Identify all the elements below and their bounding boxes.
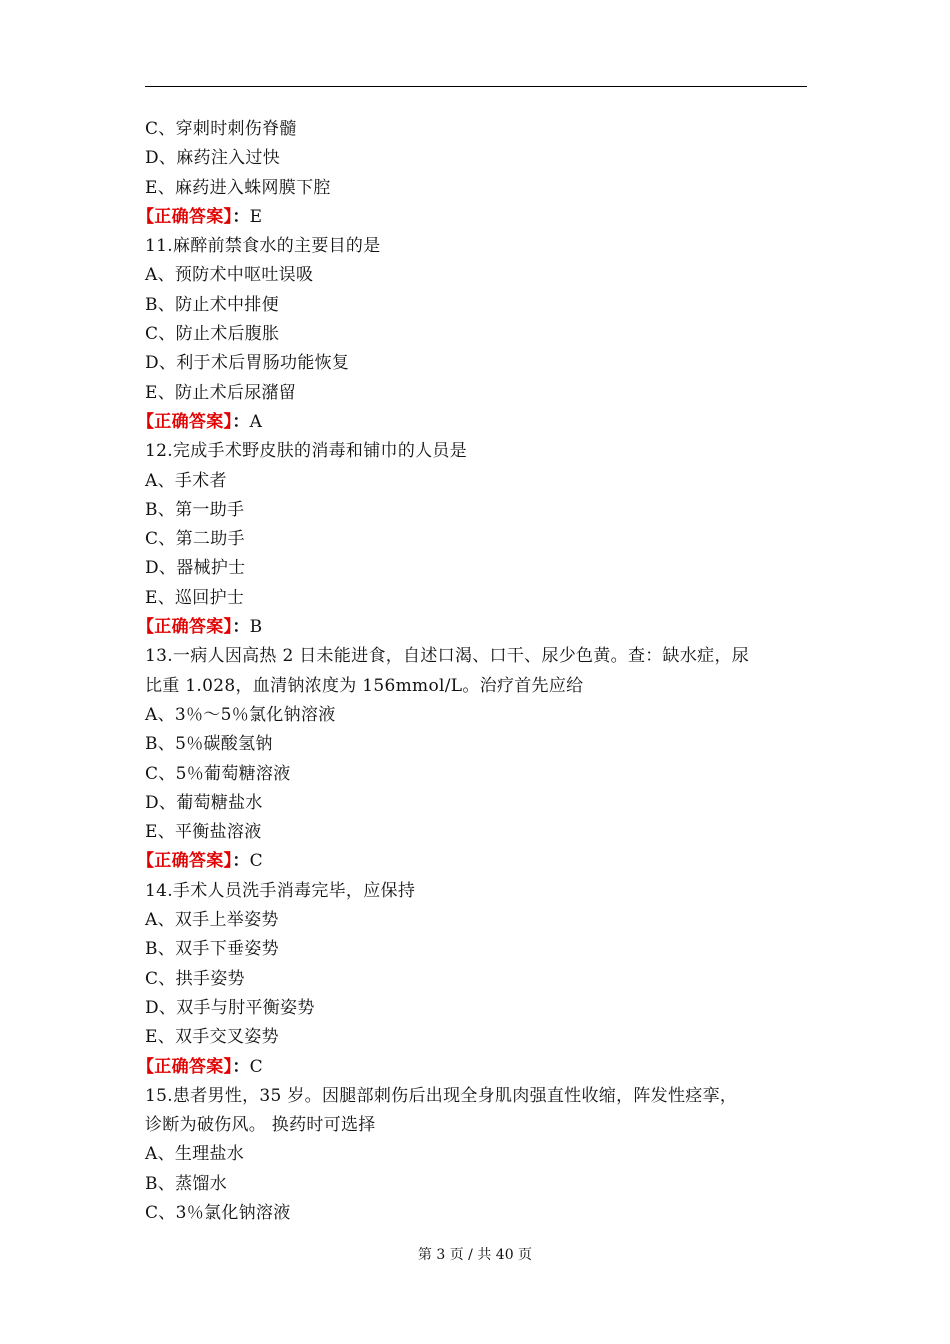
correct-answer-line xyxy=(137,613,810,642)
answer-colon: ： xyxy=(232,1056,250,1077)
answer-option: D、麻药注入过快 xyxy=(145,148,281,169)
question-text: 比重 1.028，血清钠浓度为 156mmol/L。治疗首先应给 xyxy=(145,675,584,696)
answer-option: A、预防术中呕吐误吸 xyxy=(145,265,314,286)
answer-option: B、第一助手 xyxy=(145,499,245,520)
answer-option: C、第二助手 xyxy=(145,529,245,550)
question-text: 12.完成手术野皮肤的消毒和铺巾的人员是 xyxy=(145,441,468,462)
correct-answer-value: E xyxy=(249,206,263,227)
answer-option: C、拱手姿势 xyxy=(145,968,245,989)
answer-option: E、双手交叉姿势 xyxy=(145,1027,279,1048)
correct-answer-label: 【正确答案】 xyxy=(137,617,233,638)
answer-option: D、双手与肘平衡姿势 xyxy=(145,997,315,1018)
answer-option: E、防止术后尿潴留 xyxy=(145,382,297,403)
answer-colon: ： xyxy=(232,411,250,432)
answer-option: D、利于术后胃肠功能恢复 xyxy=(145,353,350,374)
document-body xyxy=(137,115,810,1228)
correct-answer-value: A xyxy=(249,411,263,432)
question-text: 14.手术人员洗手消毒完毕，应保持 xyxy=(145,880,416,901)
answer-option: B、双手下垂姿势 xyxy=(145,939,279,960)
answer-colon: ： xyxy=(232,851,250,872)
answer-option: B、5％碳酸氢钠 xyxy=(145,734,273,755)
answer-colon: ： xyxy=(232,206,250,227)
answer-option: A、生理盐水 xyxy=(145,1144,245,1165)
page-footer: 第 3 页 / 共 40 页 xyxy=(417,1247,533,1263)
answer-colon: ： xyxy=(232,617,250,638)
answer-option: A、3％～5％氯化钠溶液 xyxy=(145,704,336,725)
question-text: 15.患者男性，35 岁。因腿部刺伤后出现全身肌肉强直性收缩，阵发性痉挛， xyxy=(145,1085,738,1106)
correct-answer-line xyxy=(137,847,810,876)
answer-option: D、器械护士 xyxy=(145,558,246,579)
answer-option: B、蒸馏水 xyxy=(145,1173,227,1194)
correct-answer-label: 【正确答案】 xyxy=(137,411,233,432)
header-rule xyxy=(145,86,807,87)
answer-option: C、防止术后腹胀 xyxy=(145,324,280,345)
correct-answer-line xyxy=(137,408,810,437)
correct-answer-label: 【正确答案】 xyxy=(137,851,233,872)
answer-option: C、3％氯化钠溶液 xyxy=(145,1202,291,1223)
answer-option: E、平衡盐溶液 xyxy=(145,822,262,843)
answer-option: D、葡萄糖盐水 xyxy=(145,792,263,813)
correct-answer-line xyxy=(137,1053,810,1082)
question-text: 诊断为破伤风。 换药时可选择 xyxy=(145,1115,376,1136)
correct-answer-value: C xyxy=(249,851,263,872)
correct-answer-value: B xyxy=(249,617,263,638)
answer-option: E、巡回护士 xyxy=(145,587,245,608)
correct-answer-line xyxy=(137,203,810,232)
answer-option: B、防止术中排便 xyxy=(145,294,279,315)
correct-answer-value: C xyxy=(249,1056,263,1077)
answer-option: E、麻药进入蛛网膜下腔 xyxy=(145,177,331,198)
answer-option: C、穿刺时刺伤脊髓 xyxy=(145,119,297,139)
question-text: 13.一病人因高热 2 日未能进食，自述口渴、口干、尿少色黄。查：缺水症，尿 xyxy=(145,646,750,667)
question-text: 11.麻醉前禁食水的主要目的是 xyxy=(145,236,381,257)
correct-answer-label: 【正确答案】 xyxy=(137,206,233,227)
answer-option: A、双手上举姿势 xyxy=(145,910,279,931)
answer-option: C、5％葡萄糖溶液 xyxy=(145,763,291,784)
answer-option: A、手术者 xyxy=(145,470,227,491)
correct-answer-label: 【正确答案】 xyxy=(137,1056,233,1077)
